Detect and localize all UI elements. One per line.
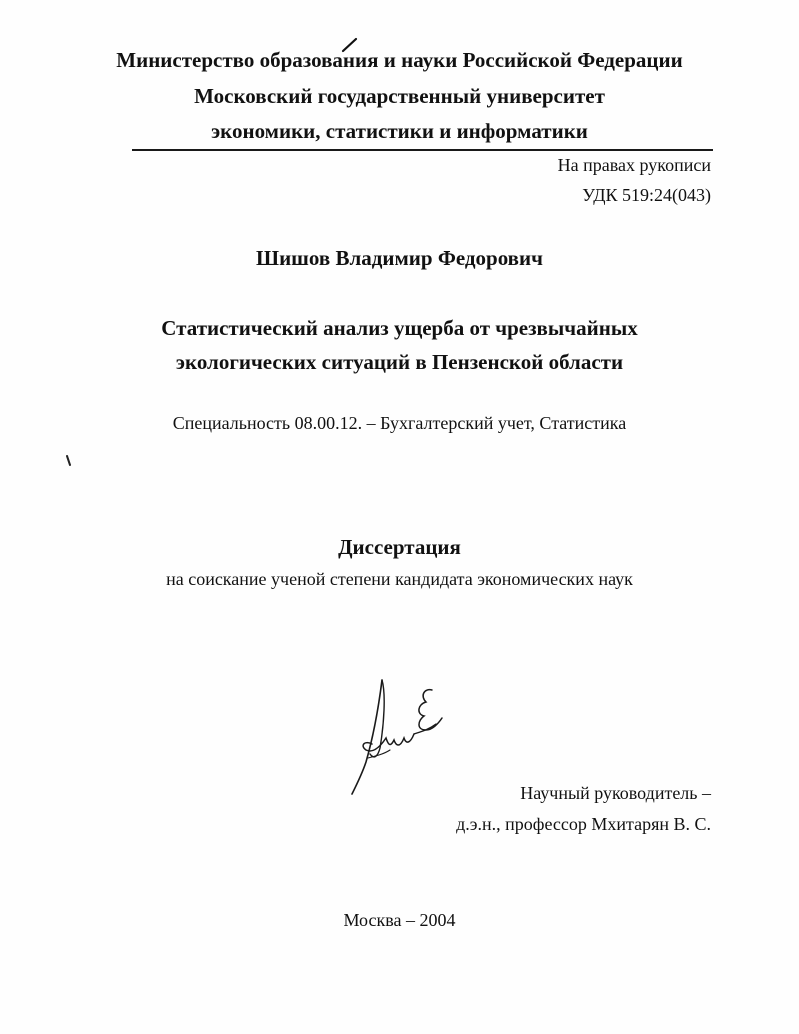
- dissertation-label: Диссертация: [338, 535, 461, 559]
- ministry-heading: Министерство образования и науки Российской Федерации: [116, 48, 683, 72]
- specialty-line: Специальность 08.00.12. – Бухгалтерский учет, Статистика: [172, 413, 627, 433]
- university-heading-line1: Московский государственный университет: [194, 84, 605, 108]
- supervisor-name: д.э.н., профессор Мхитарян В. С.: [456, 814, 711, 834]
- thesis-title-line2: экологических ситуаций в Пензенской области: [175, 350, 624, 374]
- thesis-title-line1: Статистический анализ ущерба от чрезвычайных: [161, 316, 638, 340]
- manuscript-rights-note: На правах рукописи: [557, 155, 711, 175]
- udc-code: УДК 519:24(043): [582, 185, 711, 205]
- header-divider: [132, 149, 713, 151]
- supervisor-role: Научный руководитель –: [520, 783, 711, 803]
- small-tick-mark: [64, 454, 74, 468]
- university-heading-line2: экономики, статистики и информатики: [211, 119, 588, 143]
- degree-line: на соискание ученой степени кандидата экономических наук: [166, 569, 633, 589]
- author-signature: [346, 674, 456, 799]
- city-year: Москва – 2004: [343, 910, 456, 930]
- author-name: Шишов Владимир Федорович: [256, 246, 543, 270]
